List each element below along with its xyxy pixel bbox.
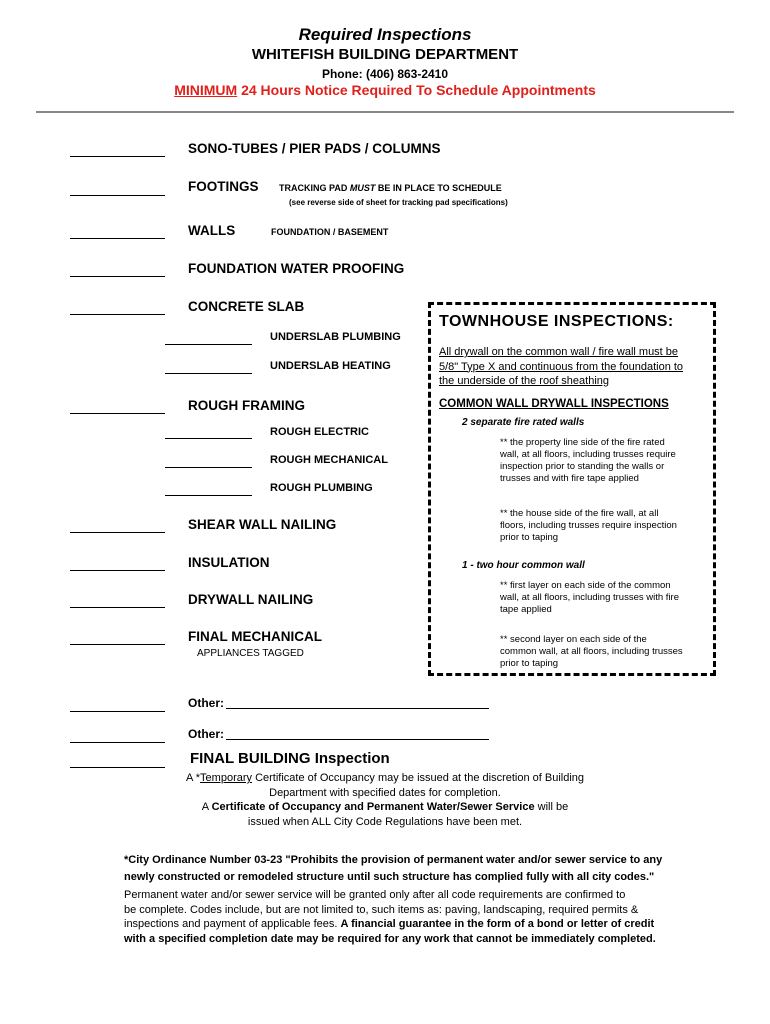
townhouse-note-2 bbox=[500, 508, 677, 544]
footings-note-pre: TRACKING PAD bbox=[279, 183, 350, 193]
drywall-label: DRYWALL NAILING bbox=[188, 592, 314, 607]
insulation-blank[interactable] bbox=[70, 570, 165, 571]
permanent-service-text bbox=[124, 888, 656, 946]
note1-line4: trusses and with fire tape applied bbox=[500, 473, 639, 484]
common-wall-heading: COMMON WALL DRYWALL INSPECTIONS bbox=[439, 398, 669, 410]
note4-line3: prior to taping bbox=[500, 658, 559, 669]
footings-note bbox=[279, 183, 502, 193]
rough-mechanical-blank[interactable] bbox=[165, 467, 252, 468]
permanent-line-1: Permanent water and/or sewer service will be granted only after all code requirements are confirmed to bbox=[124, 889, 626, 901]
concrete-slab-label: CONCRETE SLAB bbox=[188, 299, 305, 314]
shear-wall-blank[interactable] bbox=[70, 532, 165, 533]
final-line3-bold: Certificate of Occupancy and Permanent Water/Sewer Service bbox=[211, 801, 535, 813]
note3-line3: tape applied bbox=[500, 604, 552, 615]
drywall-blank[interactable] bbox=[70, 607, 165, 608]
footings-label: FOOTINGS bbox=[188, 179, 259, 194]
note3-line1: ** first layer on each side of the common bbox=[500, 580, 671, 591]
footings-note-must: MUST bbox=[349, 183, 376, 193]
permanent-line-2: be complete. Codes include, but are not limited to, such items as: paving, landscaping, required permits & bbox=[124, 903, 639, 916]
rough-electric-blank[interactable] bbox=[165, 438, 252, 439]
other2-field[interactable] bbox=[226, 739, 489, 740]
phone-number: Phone: (406) 863-2410 bbox=[321, 67, 449, 81]
notice-minimum: MINIMUM bbox=[174, 82, 238, 98]
townhouse-note-4 bbox=[500, 634, 683, 670]
final-line3-b: will be bbox=[534, 801, 569, 813]
townhouse-intro bbox=[439, 345, 683, 389]
other1-blank[interactable] bbox=[70, 711, 165, 712]
note3-line2: wall, at all floors, including trusses with fire bbox=[500, 592, 679, 603]
final-building-text bbox=[150, 771, 620, 829]
walls-label: WALLS bbox=[188, 223, 236, 238]
ordinance-text bbox=[124, 852, 662, 886]
note4-line2: common wall, at all floors, including trusses bbox=[500, 646, 683, 657]
header-divider bbox=[36, 111, 734, 113]
note1-line3: inspection prior to standing the walls or bbox=[500, 461, 665, 472]
rough-framing-blank[interactable] bbox=[70, 413, 165, 414]
townhouse-note-1 bbox=[500, 437, 676, 485]
final-line-4: issued when ALL City Code Regulations have been met. bbox=[247, 815, 523, 828]
footings-note-2: (see reverse side of sheet for tracking pad specifications) bbox=[289, 198, 508, 207]
other2-blank[interactable] bbox=[70, 742, 165, 743]
townhouse-intro-1: All drywall on the common wall / fire wall must be bbox=[439, 346, 679, 358]
underslab-plumbing-label: UNDERSLAB PLUMBING bbox=[270, 331, 401, 343]
final-line1-a: A * bbox=[185, 772, 201, 784]
final-line1-b: Certificate of Occupancy may be issued at the discretion of Building bbox=[252, 772, 585, 784]
fire-rated-subheading: 2 separate fire rated walls bbox=[462, 417, 585, 428]
notice-line bbox=[0, 82, 770, 98]
permanent-line-4: with a specified completion date may be required for any work that cannot be immediately completed. bbox=[124, 932, 656, 945]
rough-plumbing-blank[interactable] bbox=[165, 495, 252, 496]
note2-line2: floors, including trusses require inspection bbox=[500, 520, 677, 531]
page-title: Required Inspections bbox=[298, 25, 472, 44]
sono-tubes-blank[interactable] bbox=[70, 156, 165, 157]
townhouse-title: TOWNHOUSE INSPECTIONS: bbox=[439, 313, 674, 330]
appliances-note: APPLIANCES TAGGED bbox=[197, 648, 304, 659]
townhouse-intro-3: the underside of the roof sheathing bbox=[439, 375, 610, 387]
note2-line3: prior to taping bbox=[500, 532, 559, 543]
rough-plumbing-label: ROUGH PLUMBING bbox=[270, 482, 373, 494]
ordinance-line-1: *City Ordinance Number 03-23 "Prohibits the provision of permanent water and/or sewer service to any bbox=[124, 854, 663, 866]
final-line3-a: A bbox=[201, 801, 212, 813]
underslab-plumbing-blank[interactable] bbox=[165, 344, 252, 345]
townhouse-intro-2: 5/8" Type X and continuous from the foundation to bbox=[439, 360, 684, 373]
rough-electric-label: ROUGH ELECTRIC bbox=[270, 426, 369, 438]
permanent-line3-bold: A financial guarantee in the form of a bond or letter of credit bbox=[340, 918, 655, 930]
final-line-2: Department with specified dates for completion. bbox=[269, 786, 501, 799]
note1-line2: wall, at all floors, including trusses require bbox=[500, 449, 676, 460]
rough-framing-label: ROUGH FRAMING bbox=[188, 398, 305, 413]
foundation-water-blank[interactable] bbox=[70, 276, 165, 277]
notice-rest: 24 Hours Notice Required To Schedule Appointments bbox=[237, 82, 596, 98]
final-line1-temporary: Temporary bbox=[200, 772, 253, 784]
underslab-heating-label: UNDERSLAB HEATING bbox=[270, 360, 391, 372]
final-mechanical-label: FINAL MECHANICAL bbox=[188, 629, 322, 644]
ordinance-line-2: newly constructed or remodeled structure until such structure has complied fully with all city codes." bbox=[124, 871, 655, 883]
final-line-1 bbox=[150, 771, 620, 786]
other1-field[interactable] bbox=[226, 708, 489, 709]
sono-tubes-label: SONO-TUBES / PIER PADS / COLUMNS bbox=[188, 141, 441, 156]
permanent-line-3 bbox=[124, 917, 656, 932]
walls-note: FOUNDATION / BASEMENT bbox=[271, 227, 389, 237]
final-mechanical-blank[interactable] bbox=[70, 644, 165, 645]
other2-label: Other: bbox=[188, 727, 224, 741]
rough-mechanical-label: ROUGH MECHANICAL bbox=[270, 454, 388, 466]
underslab-heating-blank[interactable] bbox=[165, 373, 252, 374]
shear-wall-label: SHEAR WALL NAILING bbox=[188, 517, 337, 532]
walls-blank[interactable] bbox=[70, 238, 165, 239]
final-line-3 bbox=[150, 800, 620, 815]
other1-label: Other: bbox=[188, 696, 224, 710]
concrete-slab-blank[interactable] bbox=[70, 314, 165, 315]
department-name: WHITEFISH BUILDING DEPARTMENT bbox=[251, 46, 519, 63]
footings-note-post: BE IN PLACE TO SCHEDULE bbox=[375, 183, 502, 193]
note1-line1: ** the property line side of the fire rated bbox=[500, 437, 665, 448]
final-building-blank[interactable] bbox=[70, 767, 165, 768]
foundation-water-label: FOUNDATION WATER PROOFING bbox=[188, 261, 405, 276]
insulation-label: INSULATION bbox=[188, 555, 270, 570]
two-hour-subheading: 1 - two hour common wall bbox=[462, 560, 585, 571]
final-building-label: FINAL BUILDING Inspection bbox=[190, 750, 390, 767]
townhouse-note-3 bbox=[500, 580, 679, 616]
note4-line1: ** second layer on each side of the bbox=[500, 634, 647, 645]
note2-line1: ** the house side of the fire wall, at all bbox=[500, 508, 659, 519]
footings-blank[interactable] bbox=[70, 195, 165, 196]
permanent-line3-a: inspections and payment of applicable fees. bbox=[124, 918, 341, 930]
